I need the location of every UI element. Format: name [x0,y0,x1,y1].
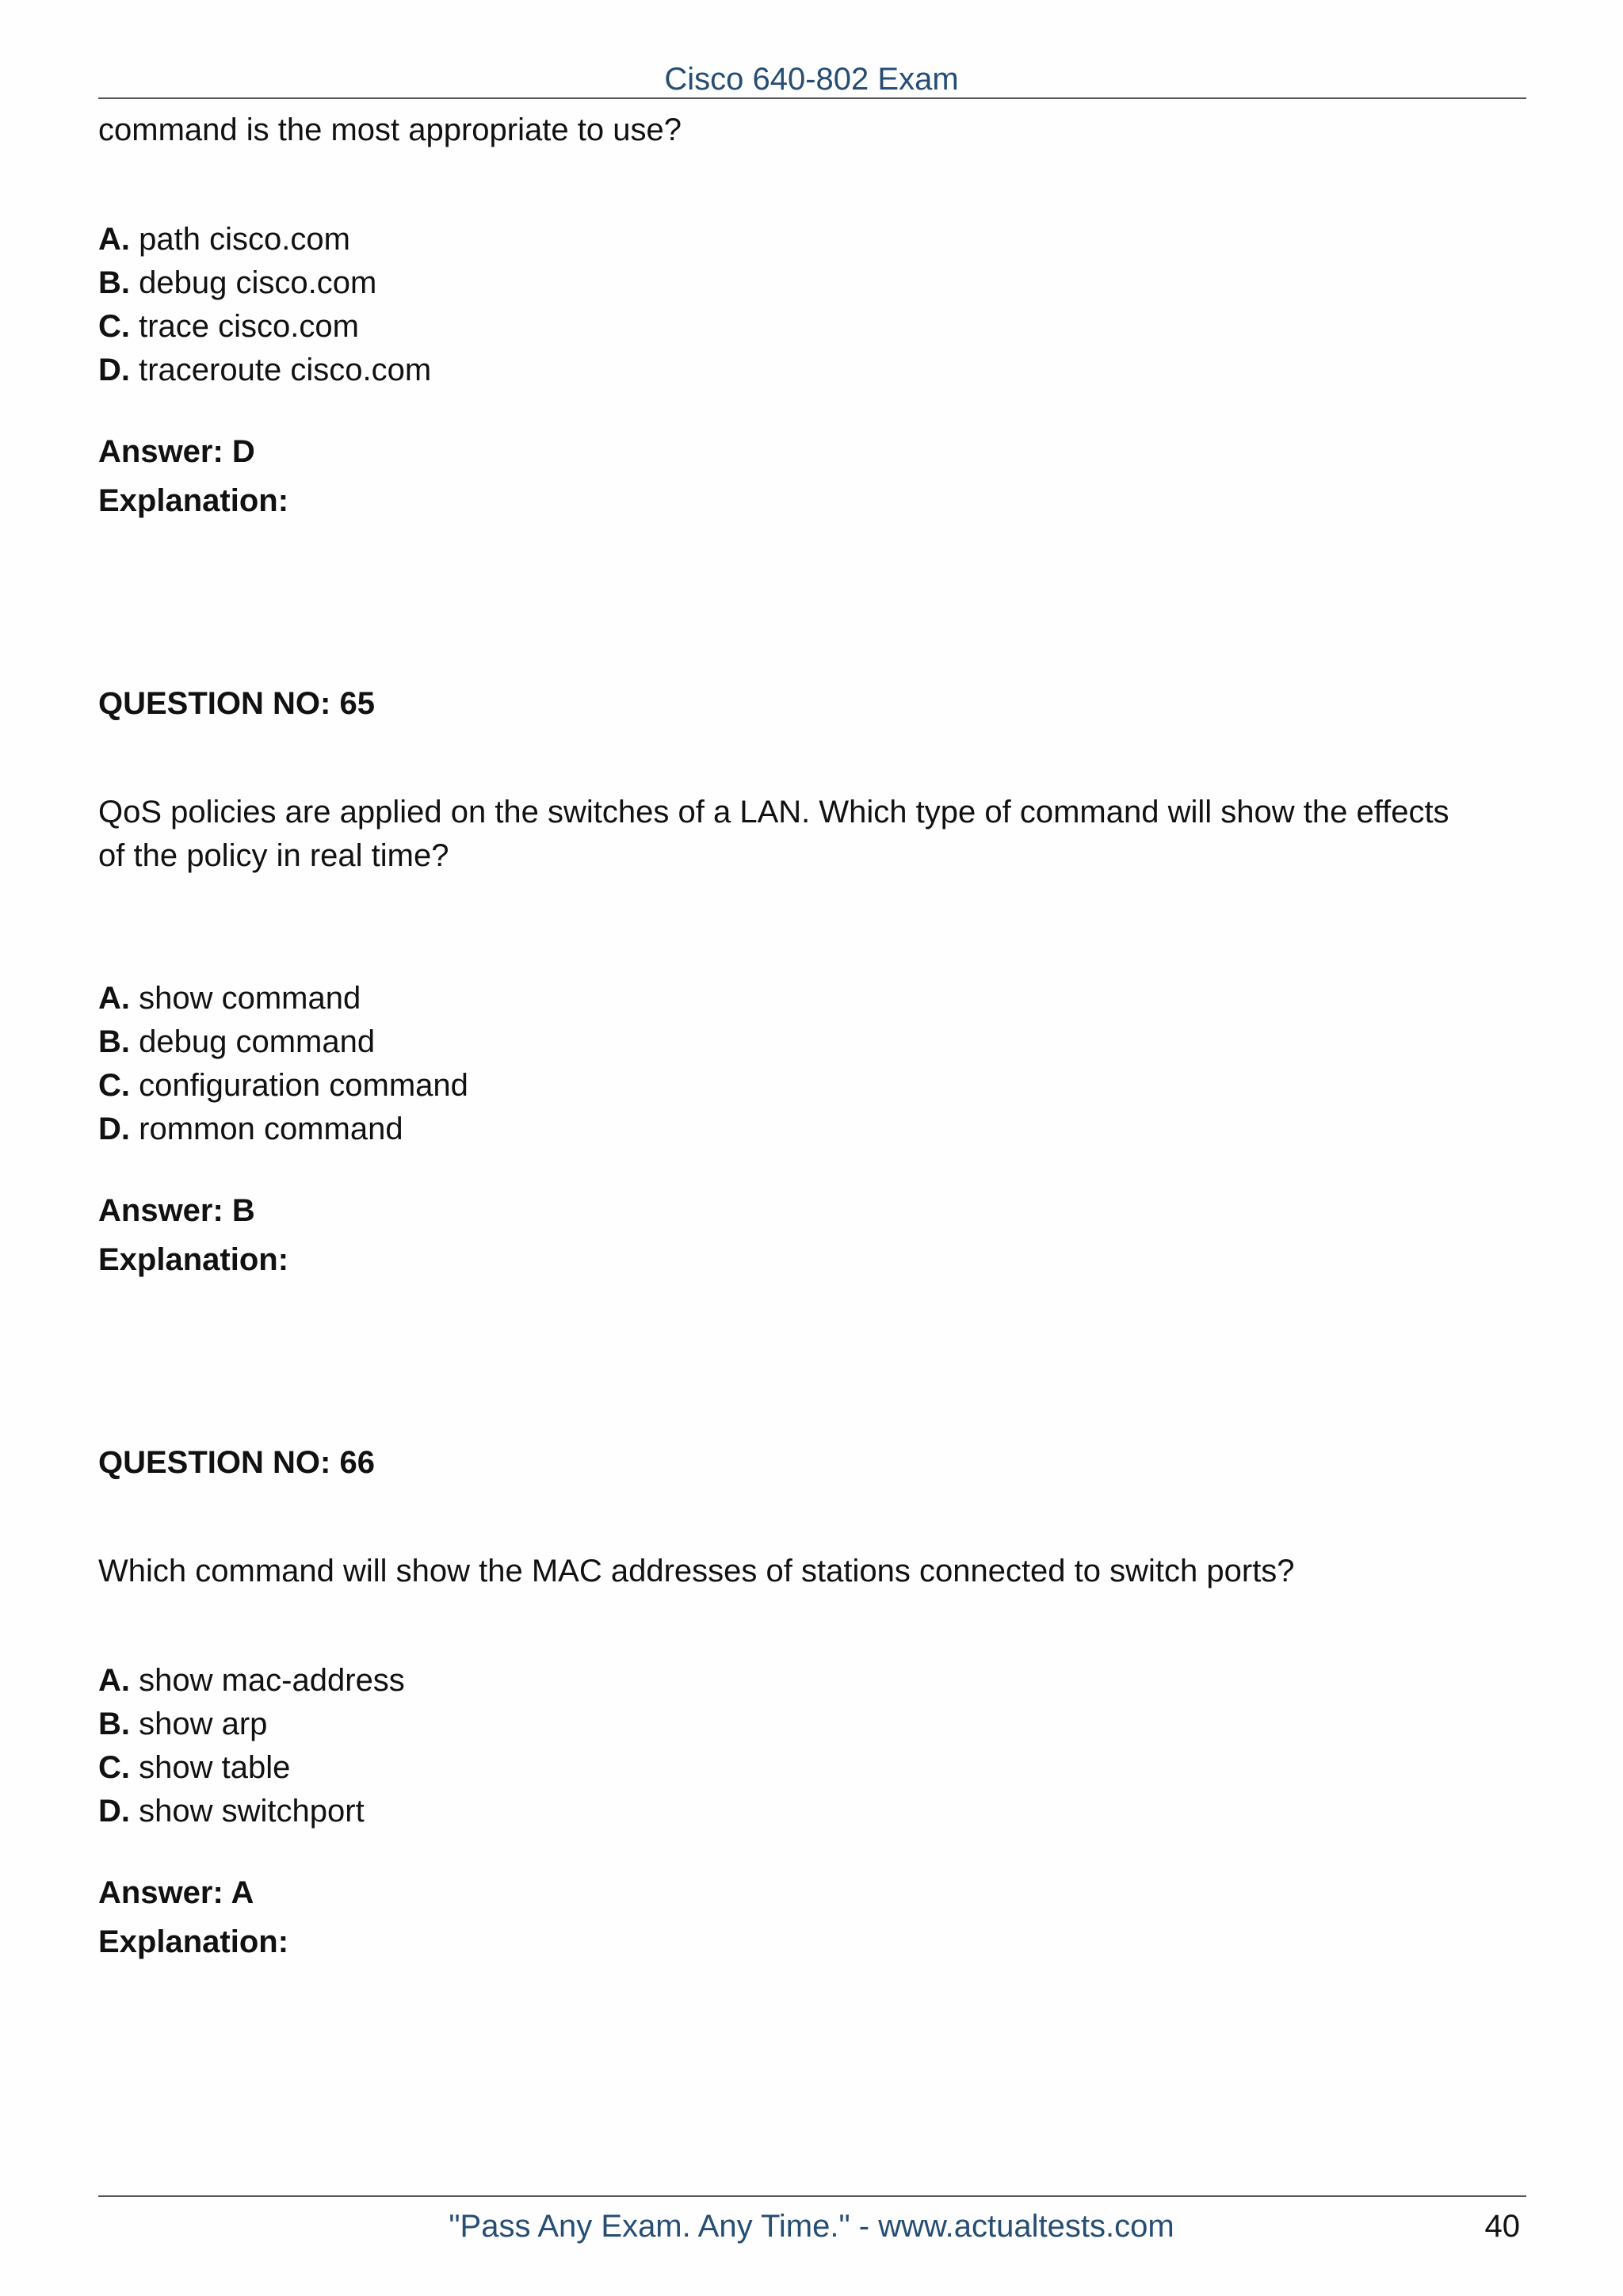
option-b [98,1023,375,1061]
option-letter: D. [98,353,130,387]
answer-label: Answer: A [98,1875,254,1910]
option-c [98,307,359,345]
option-c [98,1066,468,1104]
option-letter: C. [98,1750,130,1785]
answer-label: Answer: B [98,1193,255,1228]
option-text: debug cisco.com [139,265,377,300]
option-text: show arp [139,1707,268,1741]
option-letter: B. [98,1024,130,1059]
question-text-line: QoS policies are applied on the switches of a LAN. Which type of command will show the effects [98,795,1449,830]
option-text: show table [139,1750,291,1785]
option-letter: B. [98,265,130,300]
footer-divider [98,2195,1526,2197]
option-letter: C. [98,309,130,344]
option-letter: B. [98,1707,130,1741]
option-letter: D. [98,1794,130,1829]
option-text: debug command [139,1024,376,1059]
option-a [98,220,350,258]
question-heading: QUESTION NO: 66 [98,1445,375,1480]
page-header-title: Cisco 640-802 Exam [664,62,959,97]
option-b [98,264,376,302]
explanation-label: Explanation: [98,1924,289,1959]
footer-slogan: "Pass Any Exam. Any Time." - www.actualtests.com [449,2209,1174,2244]
question-text-line: Which command will show the MAC addresses of stations connected to switch ports? [98,1554,1295,1589]
option-text: traceroute cisco.com [139,353,432,387]
option-letter: A. [98,222,130,257]
option-d [98,1110,403,1148]
question-heading: QUESTION NO: 65 [98,686,375,721]
question-text-line: of the policy in real time? [98,838,449,873]
option-text: show command [139,981,361,1016]
explanation-label: Explanation: [98,1242,289,1277]
explanation-label: Explanation: [98,483,289,518]
option-text: path cisco.com [139,222,350,257]
option-b [98,1705,267,1743]
option-text: configuration command [139,1068,468,1103]
option-text: rommon command [139,1112,403,1146]
question-continuation-text: command is the most appropriate to use? [98,113,682,147]
header-divider [98,97,1526,99]
option-letter: A. [98,1663,130,1698]
answer-label: Answer: D [98,434,255,469]
option-text: trace cisco.com [139,309,359,344]
option-a [98,1661,405,1699]
option-d [98,351,431,389]
option-d [98,1792,365,1830]
option-c [98,1749,290,1787]
option-a [98,979,361,1017]
option-letter: D. [98,1112,130,1146]
option-letter: C. [98,1068,130,1103]
option-text: show switchport [139,1794,365,1829]
option-letter: A. [98,981,130,1016]
page-number: 40 [1484,2209,1520,2244]
option-text: show mac-address [139,1663,405,1698]
